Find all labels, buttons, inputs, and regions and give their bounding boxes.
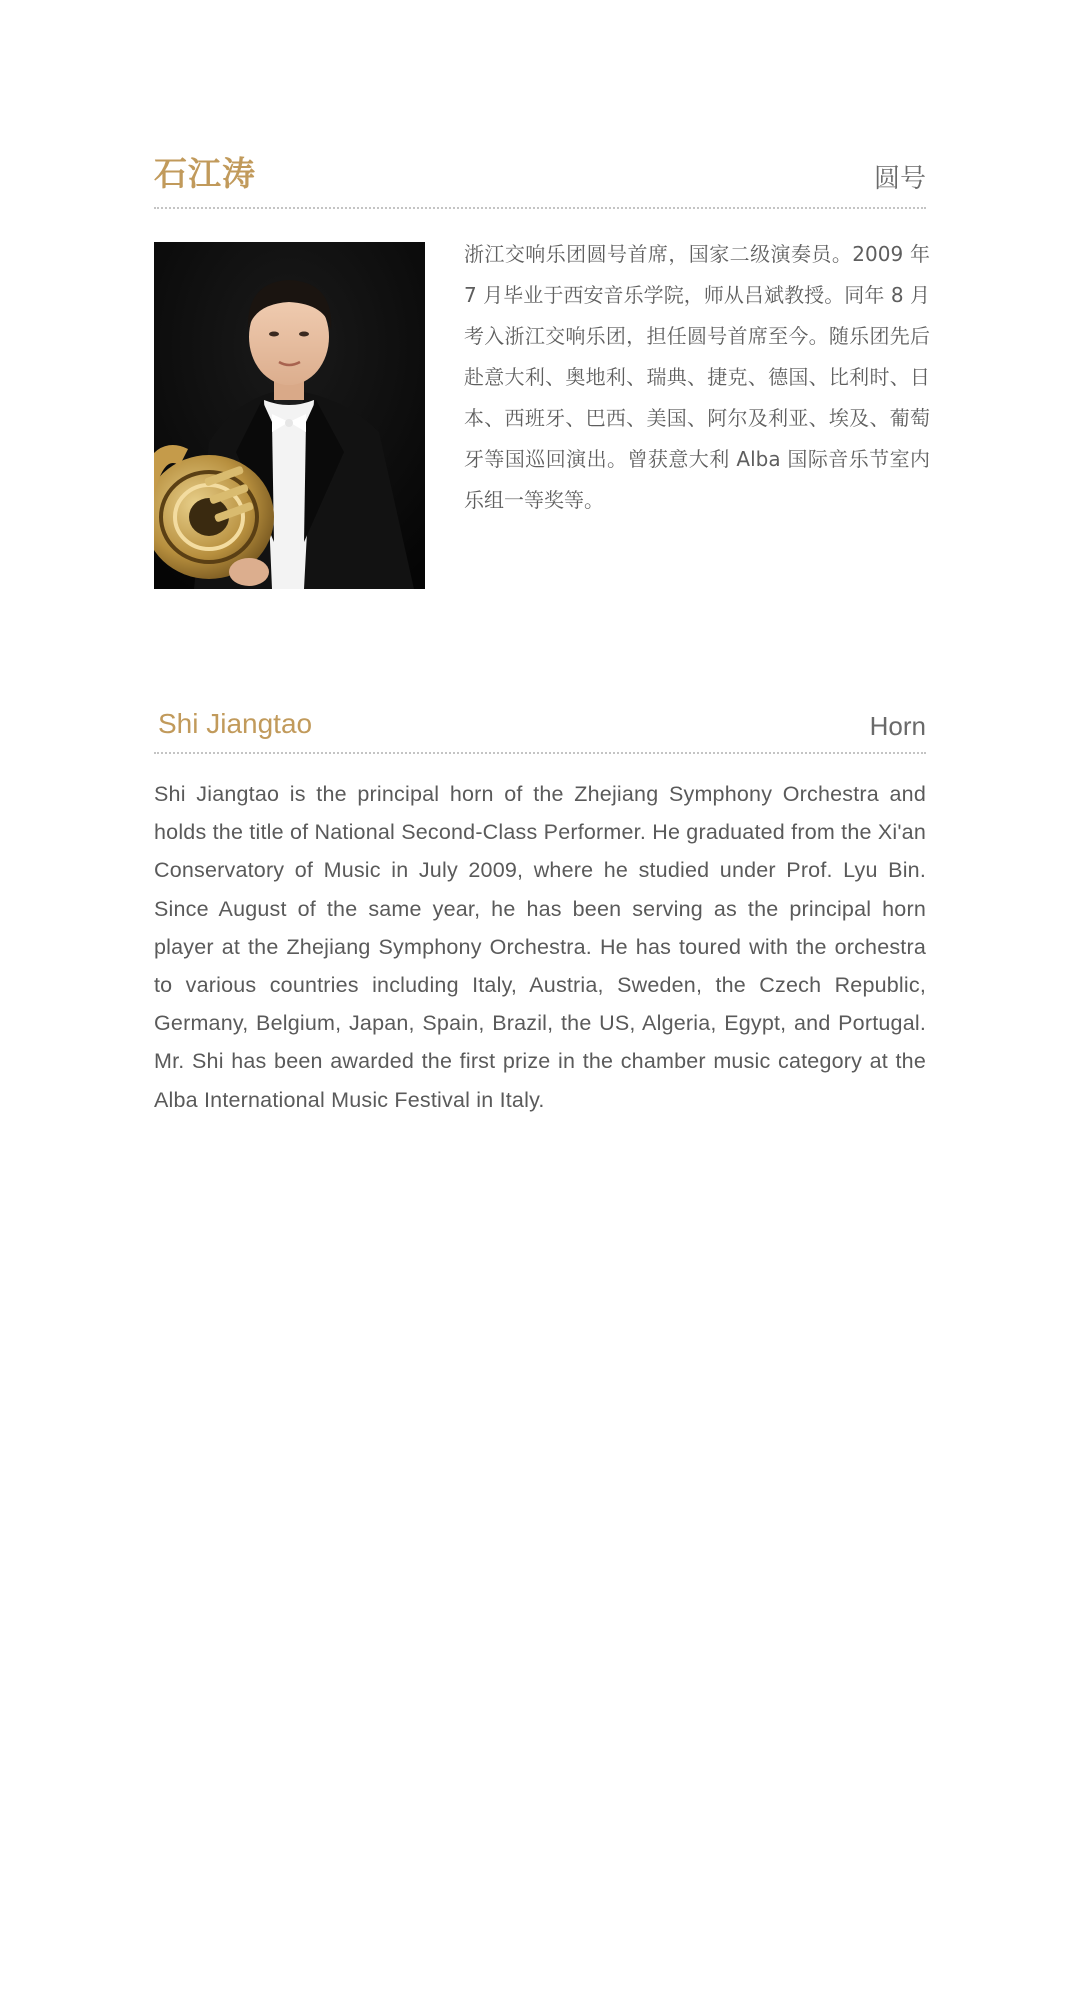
biography-en: Shi Jiangtao is the principal horn of the Zhejiang Symphony Orchestra and holds the title of National Second-Class Performer. He graduated from the Xi'an Conservatory of Music in July 2009, where he studied under Prof. Lyu Bin. Since August of the same year, he has been serving as the principal horn player at the Zhejiang Symphony Orchestra. He has toured with the orchestra to various countries including Italy, Austria, Sweden, the Czech Republic, Germany, Belgium, Japan, Spain, Brazil, the US, Algeria, Egypt, and Portugal. Mr. Shi has been awarded the first prize in the chamber music category at the Alba International Music Festival in Italy.: [154, 782, 926, 1112]
musician-name-en: Shi Jiangtao: [158, 708, 313, 739]
instrument-en: Horn: [869, 711, 926, 741]
profile-cn-header: [154, 155, 926, 209]
musician-portrait-photo: [154, 242, 425, 589]
musician-name-cn: 石江涛: [154, 154, 256, 193]
instrument-cn: 圆号: [873, 164, 926, 194]
profile-en-header: [154, 700, 926, 754]
profile-cn-body: [154, 242, 930, 592]
profile-cn-section: [154, 154, 930, 592]
profile-en-section: [154, 700, 926, 1119]
biography-cn: 浙江交响乐团圆号首席，国家二级演奏员。2009 年 7 月毕业于西安音乐学院，师从吕斌教授。同年 8 月考入浙江交响乐团，担任圆号首席至今。随乐团先后赴意大利、奥地利、瑞典、捷克、德国、比利时、日本、西班牙、巴西、美国、阿尔及利亚、埃及、葡萄牙等国巡回演出。曾获意大利 Alba 国际音乐节室内乐组一等奖等。: [464, 242, 930, 512]
